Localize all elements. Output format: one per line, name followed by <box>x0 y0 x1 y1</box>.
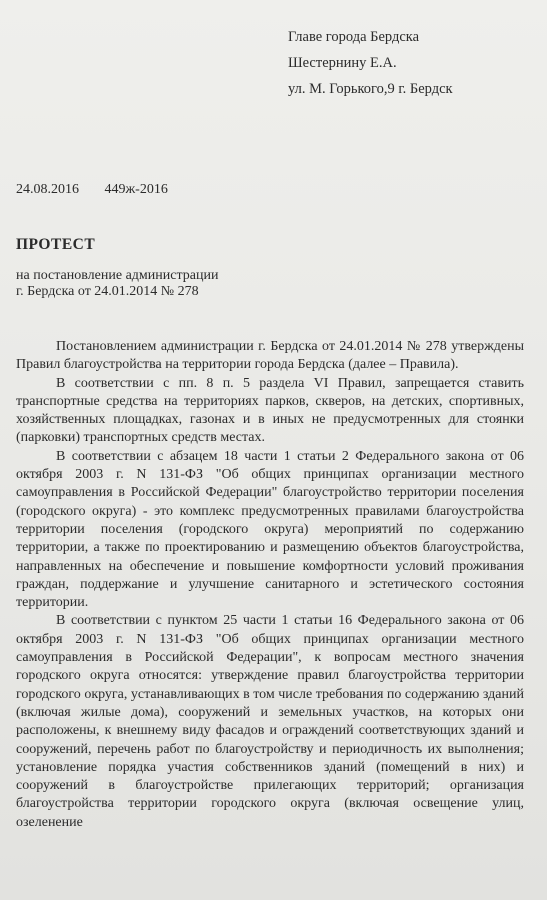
subject-line-2: г. Бердска от 24.01.2014 № 278 <box>16 284 199 299</box>
document-date: 24.08.2016 <box>16 182 79 197</box>
body-paragraph-1: Постановлением администрации г. Бердска от 24.01.2014 № 278 утверждены Правил благоустройства на территории города Бердска (далее – Правила). <box>16 339 524 373</box>
body-paragraph-2: В соответствии с пп. 8 п. 5 раздела VI Правил, запрещается ставить транспортные средства на территориях парков, скверов, на детских, спортивных, хозяйственных площадках, газонах и в иных не предусмотренных для стоянки (парковки) транспортных средств местах. <box>16 375 524 446</box>
body-paragraph-4: В соответствии с пунктом 25 части 1 статьи 16 Федерального закона от 06 октября 2003 г. N 131-ФЗ "Об общих принципах организации местного самоуправления в Российской Федерации", к вопросам местного значения городского округа относятся: утверждение правил благоустройства территории городского округа, устанавливающих в том числе требования по содержанию зданий (включая жилые дома), сооружений и земельных участков, на которых они расположены, к внешнему виду фасадов и ограждений соответствующих зданий и сооружений, перечень работ по благоустройству и периодичность их выполнения; установление порядка участия собственников зданий (помещений в них) и сооружений в благоустройстве прилегающих территорий; организация благоустройства территории городского округа (включая освещение улиц, озеленение <box>16 613 524 830</box>
addressee-block <box>288 24 453 102</box>
subject-line-1: на постановление администрации <box>16 268 219 283</box>
document-body <box>16 338 524 832</box>
addressee-name: Шестернину Е.А. <box>288 55 397 71</box>
addressee-position: Главе города Бердска <box>288 29 420 45</box>
addressee-address: ул. М. Горького,9 г. Бердск <box>288 81 453 97</box>
document-subject <box>16 268 266 300</box>
body-paragraph-3: В соответствии с абзацем 18 части 1 статьи 2 Федерального закона от 06 октября 2003 г. N 131-ФЗ "Об общих принципах организации местного самоуправления в Российской Федерации" благоустройство территории поселения (городского округа) - это комплекс предусмотренных правилами благоустройства территории поселения (городского округа) мероприятий по содержанию территории, а также по проектированию и размещению объектов благоустройства, направленных на обеспечение и повышение комфортности условий проживания граждан, поддержание и улучшение санитарного и эстетического состояния территории. <box>16 448 524 611</box>
document-title: ПРОТЕСТ <box>16 236 96 253</box>
document-number: 449ж-2016 <box>104 182 168 197</box>
date-number-line <box>16 182 168 198</box>
